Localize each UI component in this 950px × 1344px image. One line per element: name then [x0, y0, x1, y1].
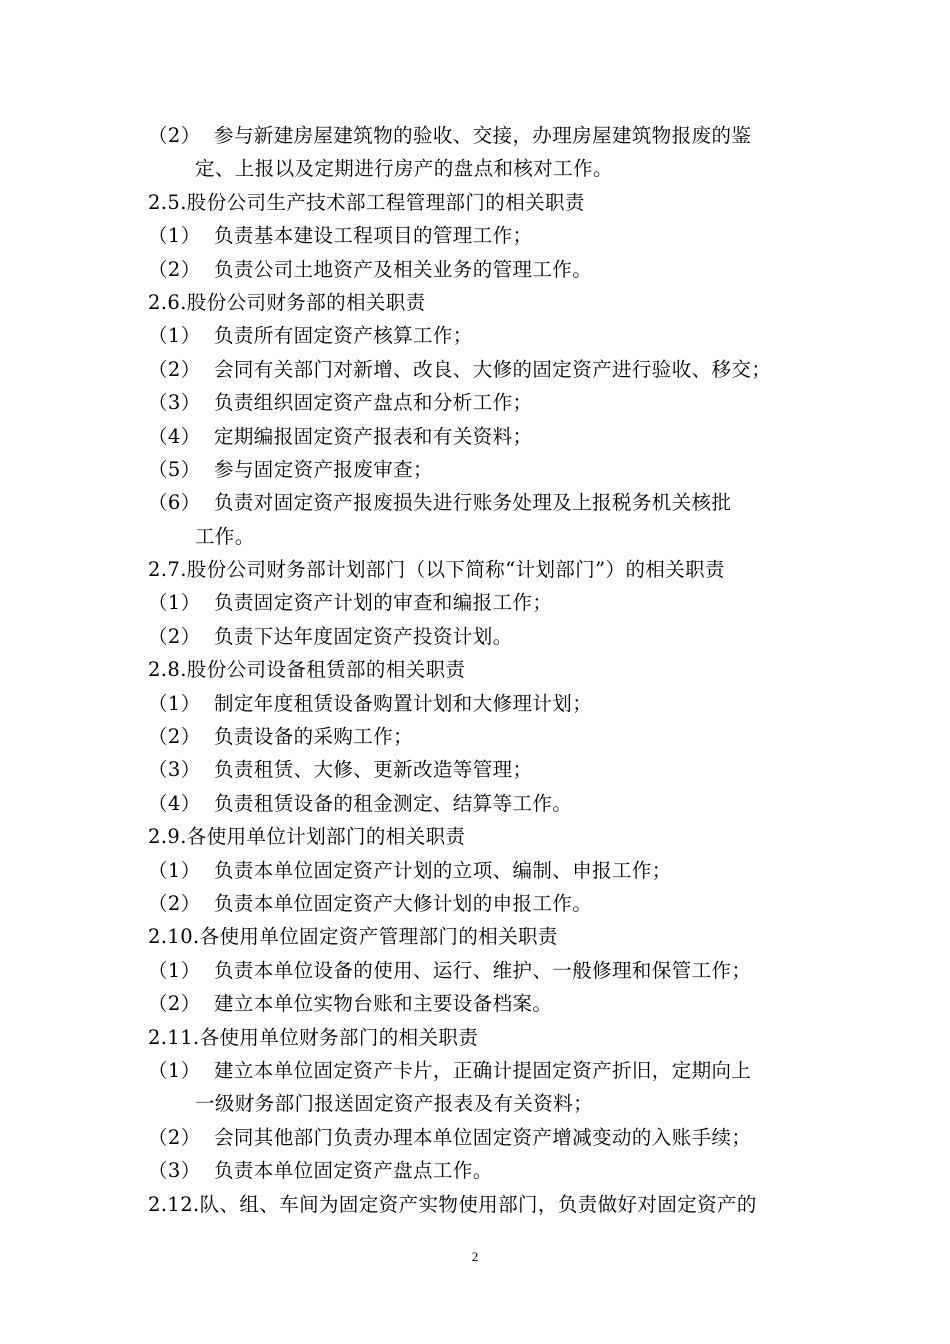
list-item-text: 会同其他部门负责办理本单位固定资产增减变动的入账手续； — [214, 1125, 752, 1149]
list-item — [148, 1154, 812, 1187]
list-item-continuation: 定、上报以及定期进行房产的盘点和核对工作。 — [195, 157, 613, 181]
list-item-text: 负责本单位设备的使用、运行、维护、一般修理和保管工作； — [214, 958, 752, 982]
list-item-number: （3） — [148, 758, 201, 782]
list-item — [148, 720, 812, 753]
list-item-text: 定期编报固定资产报表和有关资料； — [214, 424, 533, 448]
list-item-continuation: 工作。 — [195, 524, 255, 548]
list-item-text: 制定年度租赁设备购置计划和大修理计划； — [214, 691, 593, 715]
list-item — [148, 753, 812, 786]
list-item-text: 负责基本建设工程项目的管理工作； — [214, 224, 533, 248]
list-item-number: （4） — [148, 791, 201, 815]
list-item-number: （2） — [148, 624, 201, 648]
list-item — [148, 219, 812, 252]
list-item-text: 负责组织固定资产盘点和分析工作； — [214, 391, 533, 415]
section-heading: 2.8.股份公司设备租赁部的相关职责 — [148, 658, 466, 682]
list-item-number: （6） — [148, 491, 201, 515]
list-item — [148, 319, 812, 352]
list-item — [148, 486, 812, 519]
list-item-number: （1） — [148, 1058, 201, 1082]
list-item — [148, 586, 812, 619]
list-item-text: 建立本单位固定资产卡片，正确计提固定资产折旧，定期向上 — [214, 1058, 752, 1082]
list-item-continuation: 一级财务部门报送固定资产报表及有关资料； — [195, 1092, 594, 1116]
list-item — [148, 854, 812, 887]
list-item — [148, 887, 812, 920]
list-item — [148, 1054, 812, 1087]
list-item — [148, 1121, 812, 1154]
list-item — [148, 954, 812, 987]
list-item-text: 负责所有固定资产核算工作； — [214, 324, 473, 348]
list-item-text: 负责公司土地资产及相关业务的管理工作。 — [214, 257, 593, 281]
list-item — [148, 420, 812, 453]
list-item-number: （3） — [148, 1159, 201, 1183]
list-item — [148, 353, 812, 386]
section-heading: 2.7.股份公司财务部计划部门（以下简称“计划部门”）的相关职责 — [148, 558, 725, 582]
list-item-number: （2） — [148, 992, 201, 1016]
list-item-text: 负责租赁、大修、更新改造等管理； — [214, 758, 533, 782]
section-heading: 2.6.股份公司财务部的相关职责 — [148, 290, 426, 314]
list-item — [148, 119, 812, 152]
list-item-text: 负责本单位固定资产计划的立项、编制、申报工作； — [214, 858, 672, 882]
section-heading: 2.12.队、组、车间为固定资产实物使用部门，负责做好对固定资产的 — [148, 1192, 757, 1216]
list-item-text: 参与新建房屋建筑物的验收、交接，办理房屋建筑物报废的鉴 — [214, 124, 752, 147]
list-item-number: （2） — [148, 725, 201, 749]
list-item-number: （2） — [148, 1125, 201, 1149]
list-item — [148, 620, 812, 653]
list-item-number: （2） — [148, 257, 201, 281]
list-item-text: 负责对固定资产报废损失进行账务处理及上报税务机关核批 — [214, 491, 732, 515]
section-heading: 2.5.股份公司生产技术部工程管理部门的相关职责 — [148, 190, 585, 214]
document-body — [148, 119, 812, 1221]
list-item-number: （1） — [148, 324, 201, 348]
section-heading: 2.10.各使用单位固定资产管理部门的相关职责 — [148, 925, 558, 949]
list-item-text: 会同有关部门对新增、改良、大修的固定资产进行验收、移交； — [214, 357, 772, 381]
list-item — [148, 787, 812, 820]
page-number: 2 — [471, 1249, 479, 1264]
list-item-number: （5） — [148, 457, 201, 481]
list-item-text: 负责本单位固定资产盘点工作。 — [214, 1159, 493, 1183]
section-heading: 2.9.各使用单位计划部门的相关职责 — [148, 825, 466, 849]
list-item-number: （3） — [148, 391, 201, 415]
list-item — [148, 687, 812, 720]
list-item-number: （1） — [148, 958, 201, 982]
list-item-number: （1） — [148, 691, 201, 715]
list-item — [148, 253, 812, 286]
list-item-text: 负责设备的采购工作； — [214, 725, 414, 749]
list-item-text: 负责下达年度固定资产投资计划。 — [214, 624, 513, 648]
list-item-number: （2） — [148, 891, 201, 915]
list-item — [148, 987, 812, 1020]
list-item-text: 负责固定资产计划的审查和编报工作； — [214, 591, 553, 615]
list-item-text: 负责本单位固定资产大修计划的申报工作。 — [214, 891, 593, 915]
list-item-number: （1） — [148, 591, 201, 615]
list-item-number: （1） — [148, 858, 201, 882]
list-item-text: 参与固定资产报废审查； — [214, 457, 433, 481]
list-item-text: 负责租赁设备的租金测定、结算等工作。 — [214, 791, 573, 815]
section-heading: 2.11.各使用单位财务部门的相关职责 — [148, 1025, 479, 1049]
list-item-text: 建立本单位实物台账和主要设备档案。 — [214, 992, 553, 1016]
list-item-number: （4） — [148, 424, 201, 448]
list-item — [148, 453, 812, 486]
list-item-number: （2） — [148, 124, 201, 147]
list-item-number: （1） — [148, 224, 201, 248]
list-item — [148, 386, 812, 419]
list-item-number: （2） — [148, 357, 201, 381]
